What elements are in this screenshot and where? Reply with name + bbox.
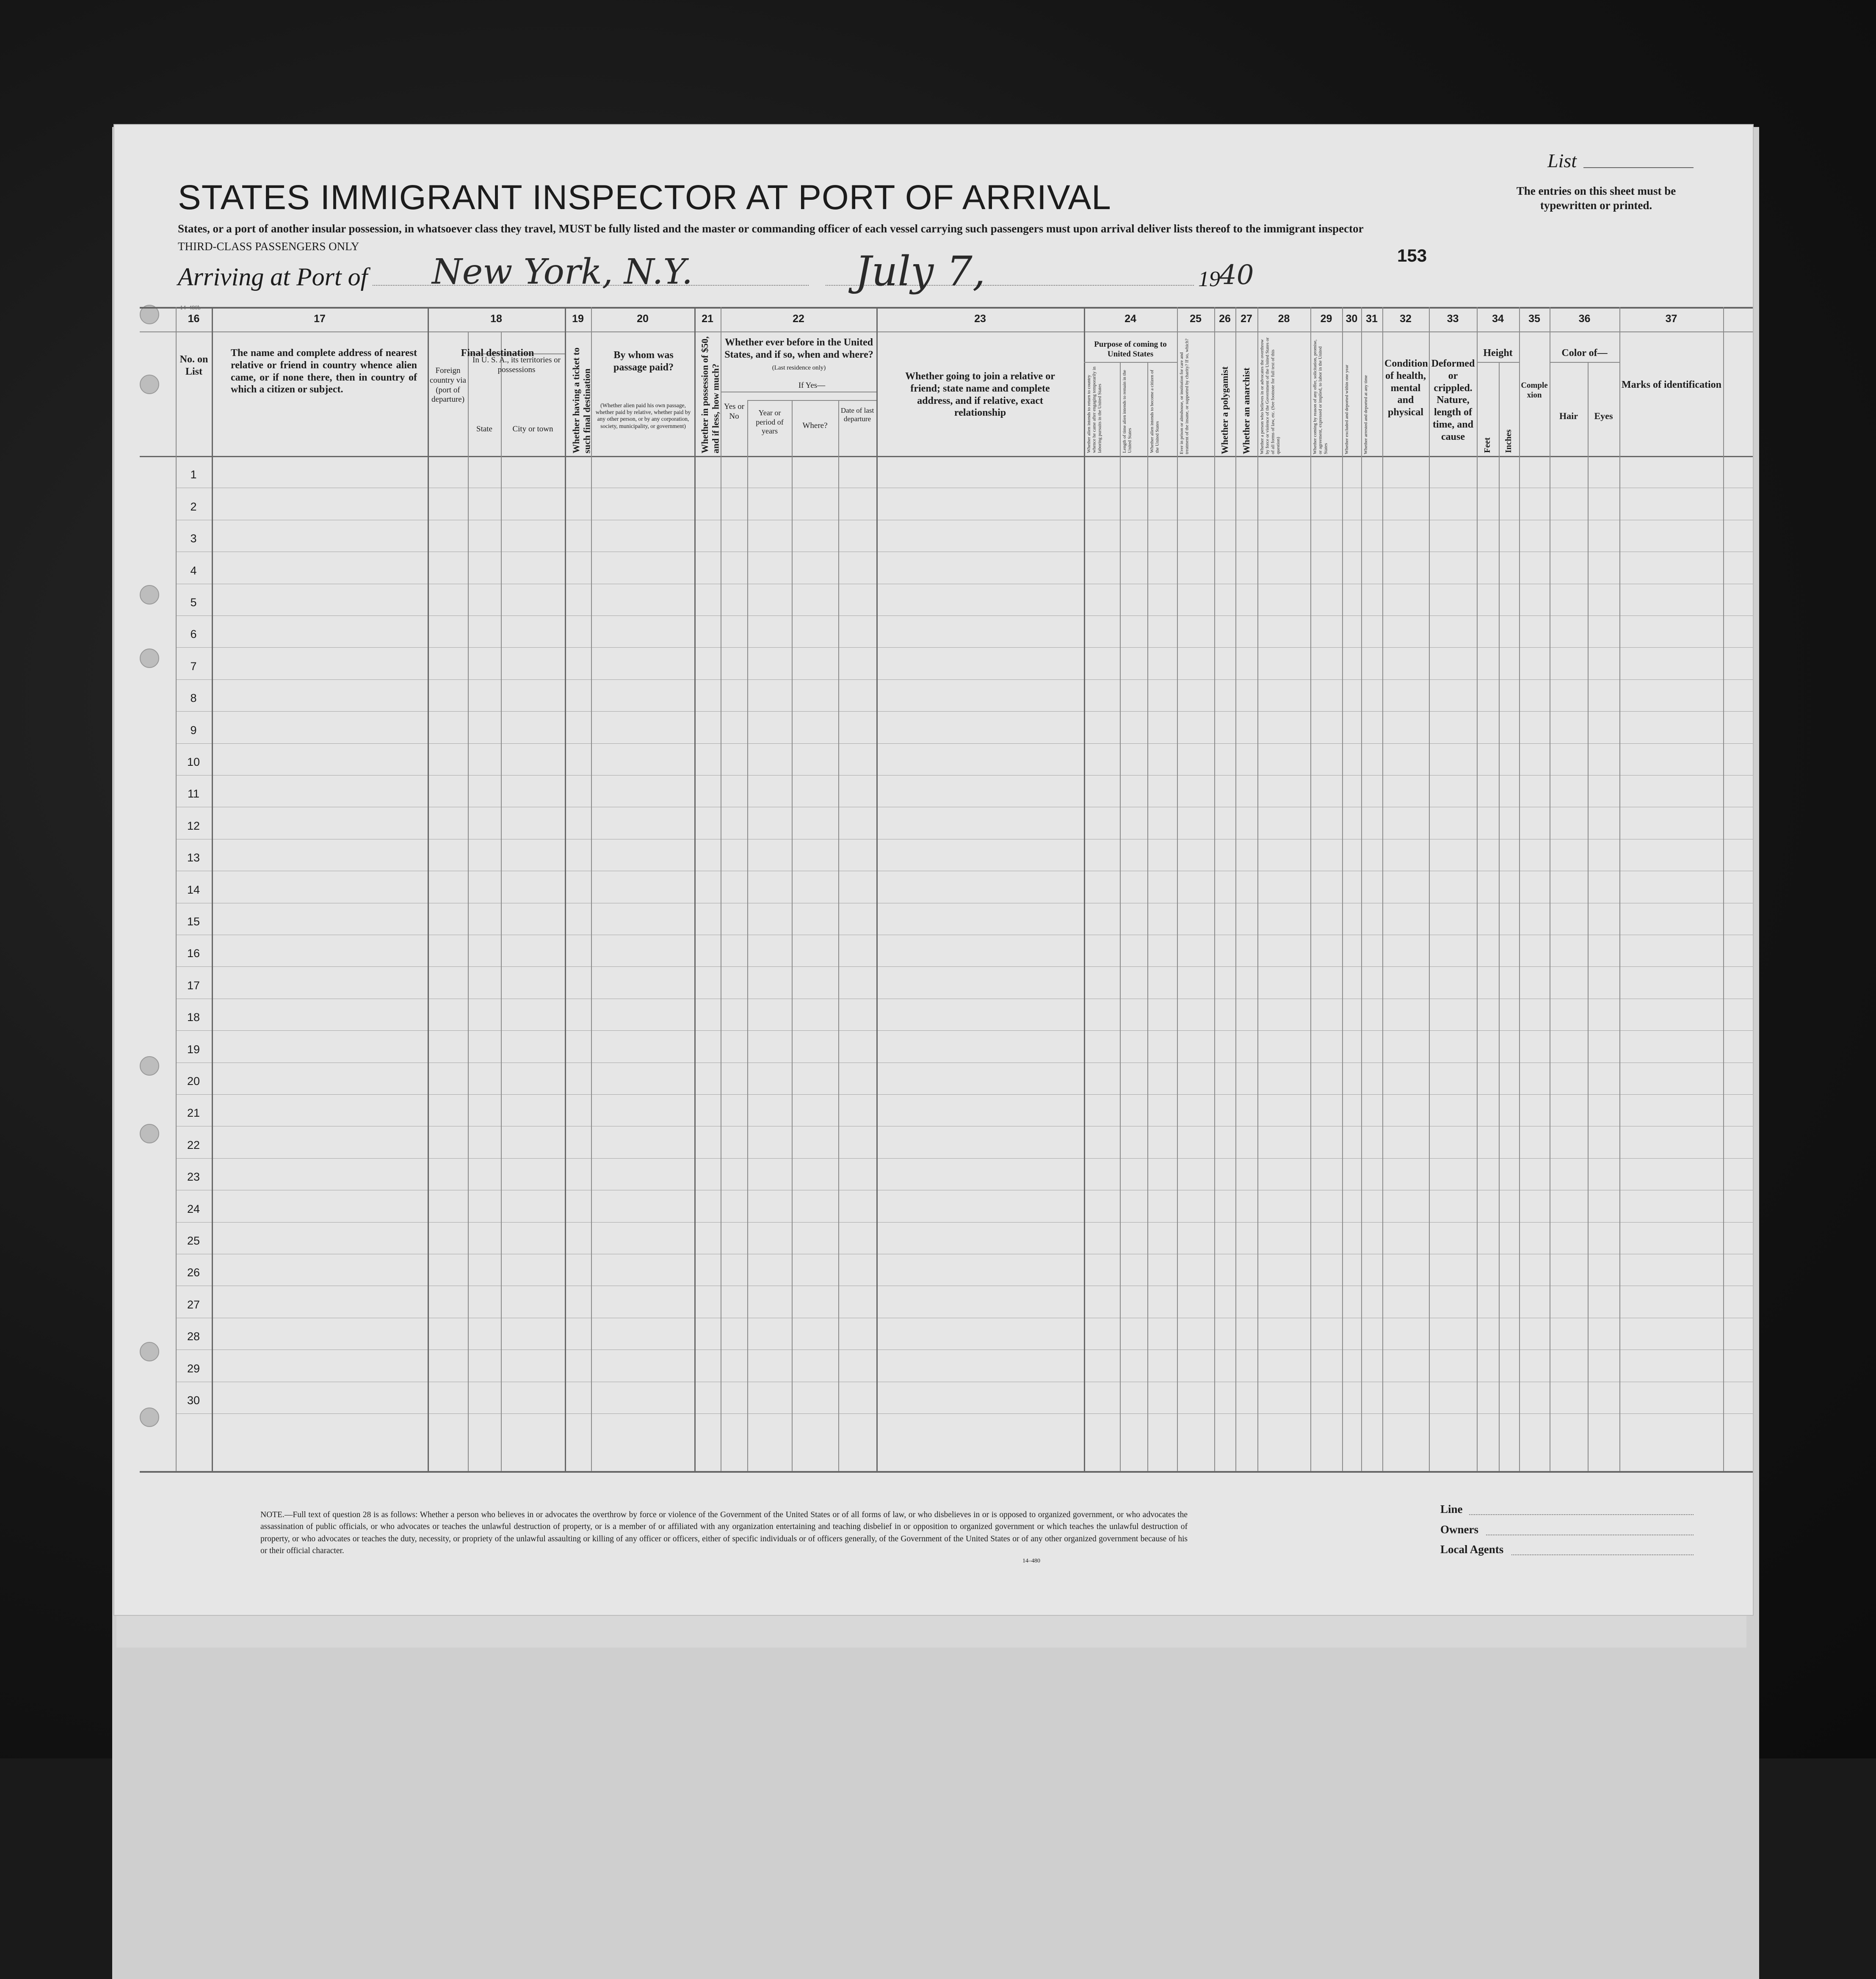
- header-purpose: Purpose of coming to United States: [1094, 340, 1167, 359]
- col-divider: [1235, 307, 1236, 1471]
- col-divider: [1382, 307, 1383, 1471]
- col-divider: [1310, 307, 1311, 1471]
- row-number: 7: [190, 660, 197, 673]
- col-divider: [1120, 362, 1121, 1471]
- col-divider: [1214, 307, 1215, 1471]
- col-number: 16: [188, 313, 200, 325]
- page-number: 153: [1397, 246, 1427, 265]
- table-row: [176, 679, 1753, 680]
- table-row: [176, 1222, 1753, 1223]
- row-number: 17: [187, 979, 200, 992]
- header-foreign-country: Foreign country via (port of departure): [429, 366, 466, 404]
- date-handwritten: July 7,: [855, 248, 986, 295]
- row-number: 3: [190, 532, 197, 545]
- header-purpose-length: Length of time alien intends to remain in the United States: [1122, 370, 1133, 453]
- col-divider: [1519, 307, 1520, 1471]
- year-handwritten: 40: [1219, 259, 1254, 291]
- row-number: 28: [187, 1330, 200, 1343]
- header-final-destination: Final destination: [461, 348, 534, 359]
- sub-rule: [1550, 362, 1619, 363]
- col-number: 26: [1219, 313, 1231, 325]
- header-purpose-return: Whether alien intends to return to country whence he came after engaging temporarily in laboring pursuits in the United States: [1086, 366, 1102, 453]
- col-number: 35: [1528, 313, 1540, 325]
- arriving-label: Arriving at Port of: [178, 263, 368, 291]
- header-state: State: [476, 425, 492, 433]
- row-number: 10: [187, 756, 200, 768]
- row-number: 15: [187, 915, 200, 928]
- footnote-q28: NOTE.—Full text of question 28 is as follows: Whether a person who believes in or advocates the overthrow by force or violence of the Government of the United States or of all forms of law, or who disbelieves in or is opposed to organized government, or who advocates the assassination of public officials, or who advocates or teaches the unlawful destruction of property, or is a member of or affiliated with any organization entertaining and teaching disbelief in or opposition to organized government or which teaches the unlawful destruction of property, or who advocates or teaches the duty, necessity, or propriety of the unlawful assaulting or killing of any officer or officers, either of specific individuals or of officers generally, of the Government of the United States or of any other organized government because of his or their official character.: [260, 1510, 1188, 1555]
- row-number: 30: [187, 1394, 200, 1407]
- col-divider: [1588, 362, 1589, 1471]
- col-number: 19: [572, 313, 584, 325]
- header-arrested: Whether arrested and deported at any time: [1363, 375, 1368, 454]
- row-number: 11: [187, 787, 200, 800]
- col-divider: [468, 331, 469, 1471]
- entries-note: The entries on this sheet must be typewritten or printed.: [1516, 185, 1676, 212]
- row-number: 25: [187, 1234, 200, 1247]
- header-city: City or town: [512, 425, 553, 433]
- col-number: 25: [1190, 313, 1202, 325]
- table-row: [176, 775, 1753, 776]
- col-divider: [838, 400, 839, 1471]
- col-divider: [1477, 307, 1478, 1471]
- header-deformed: Deformed or crippled. Nature, length of time, and cause: [1431, 358, 1475, 442]
- col-number: 22: [793, 313, 804, 325]
- col-number: 20: [637, 313, 649, 325]
- header-passage-paid: By whom was passage paid?: [613, 350, 674, 373]
- year-prefix: 19: [1198, 267, 1220, 291]
- row-number: 6: [190, 628, 197, 641]
- col-number: 34: [1492, 313, 1504, 325]
- col-divider: [565, 307, 566, 1471]
- col-divider: [428, 307, 429, 1471]
- col-divider: [1429, 307, 1430, 1471]
- column-number-rule: [140, 331, 1753, 332]
- header-anarchist: Whether an anarchist: [1241, 367, 1252, 454]
- table-row: [176, 966, 1753, 967]
- header-q28: Whether a person who believes in or advocates the overthrow by force or violence of the Government of the United States or of all forms of law, etc. (See footnote for full text of this question): [1260, 337, 1281, 454]
- row-number: 2: [190, 500, 197, 513]
- col-number: 33: [1447, 313, 1459, 325]
- header-relative-address: The name and complete address of nearest relative or friend in country whence alien came, or if none there, then in country of which a citizen or subject.: [231, 348, 417, 395]
- header-join-relative: Whether going to join a relative or friend; state name and complete address, and if relative, exact relationship: [905, 371, 1055, 419]
- col-number: 32: [1400, 313, 1412, 325]
- header-where: Where?: [802, 421, 828, 430]
- row-number: 16: [187, 947, 200, 960]
- header-bottom-rule: [140, 456, 1753, 457]
- header-complexion: Complexion: [1521, 381, 1548, 400]
- col-number: 21: [702, 313, 713, 325]
- local-agents-field: [1511, 1554, 1694, 1555]
- row-number: 21: [187, 1107, 200, 1120]
- col-divider: [1499, 362, 1500, 1471]
- header-before-in-us: Whether ever before in the United States, and if so, when and where?: [724, 337, 873, 360]
- header-before-in-us-sub: (Last residence only): [772, 364, 826, 371]
- list-label: List: [1547, 150, 1577, 171]
- row-number: 22: [187, 1138, 200, 1151]
- header-excluded: Whether excluded and deported within one year: [1344, 364, 1349, 454]
- table-row: [176, 1158, 1753, 1159]
- col-divider: [501, 331, 502, 1471]
- sub-rule: [1477, 362, 1519, 363]
- table-row: [176, 1094, 1753, 1095]
- row-number: 1: [190, 468, 197, 481]
- manifest-table: [140, 307, 1753, 1484]
- sub-rule: [1084, 362, 1177, 363]
- col-divider: [212, 307, 213, 1471]
- class-line: THIRD-CLASS PASSENGERS ONLY: [178, 240, 359, 253]
- sub-rule: [747, 400, 876, 401]
- table-row: [176, 711, 1753, 712]
- header-date-departure: Date of last departure: [840, 406, 874, 423]
- header-marks: Marks of identification: [1622, 379, 1721, 390]
- col-number: 17: [314, 313, 326, 325]
- row-number: 19: [187, 1043, 200, 1056]
- row-number: 9: [190, 723, 197, 737]
- header-inches: Inches: [1504, 429, 1513, 453]
- col-number: 31: [1366, 313, 1378, 325]
- owners-label: Owners: [1440, 1523, 1478, 1536]
- form-number-top: 14–480b: [180, 305, 201, 311]
- line-label: Line: [1440, 1503, 1463, 1515]
- col-divider: [1342, 307, 1343, 1471]
- col-divider: [591, 307, 592, 1471]
- port-handwritten: New York, N.Y.: [432, 252, 693, 292]
- header-ticket: Whether having a ticket to such final destination: [571, 347, 592, 453]
- row-number: 14: [187, 883, 200, 896]
- col-divider: [876, 307, 878, 1471]
- row-number: 20: [187, 1075, 200, 1087]
- page-title: STATES IMMIGRANT INSPECTOR AT PORT OF ARRIVAL: [178, 178, 1111, 217]
- col-number: 30: [1346, 313, 1358, 325]
- col-divider: [1147, 362, 1148, 1471]
- col-divider: [1084, 307, 1085, 1471]
- col-divider: [1257, 307, 1258, 1471]
- col-number: 36: [1578, 313, 1591, 325]
- header-fifty-dollars: Whether in possession of $50, and if less, how much?: [699, 336, 721, 453]
- col-divider: [1723, 307, 1724, 1471]
- row-number: 8: [190, 692, 197, 705]
- header-prison: Ever in prison or almshouse, or institution for care and treatment of the insane, or supported by charity? If so, which?: [1179, 338, 1190, 454]
- header-color: Color of—: [1561, 348, 1608, 359]
- col-number: 28: [1278, 313, 1290, 325]
- header-eyes: Eyes: [1594, 411, 1613, 421]
- col-number: 24: [1124, 313, 1136, 325]
- row-number: 24: [187, 1202, 200, 1215]
- row-number: 12: [187, 819, 200, 832]
- table-top-rule: [140, 307, 1753, 309]
- col-divider: [694, 307, 696, 1471]
- col-divider: [176, 307, 177, 1471]
- col-divider: [1177, 307, 1178, 1471]
- line-field: [1469, 1514, 1694, 1515]
- col-number: 27: [1241, 313, 1252, 325]
- row-number: 29: [187, 1362, 200, 1375]
- row-number: 23: [187, 1170, 200, 1184]
- header-health: Condition of health, mental and physical: [1384, 358, 1428, 418]
- header-polygamist: Whether a polygamist: [1219, 366, 1230, 454]
- col-number: 18: [490, 313, 502, 325]
- header-in-usa: In U. S. A., its territories or possessions: [472, 356, 561, 374]
- table-row: [176, 743, 1753, 744]
- table-bottom-rule: [140, 1471, 1753, 1473]
- header-labor-offer: Whether coming by reason of any offer, solicitation, promise, or agreement, expressed or implied, to labor in the United States: [1312, 339, 1329, 454]
- header-hair: Hair: [1559, 411, 1578, 421]
- header-if-yes: If Yes—: [798, 381, 826, 390]
- row-number: 13: [187, 851, 200, 864]
- col-number: 29: [1320, 313, 1332, 325]
- manifest-sheet: [114, 125, 1753, 1615]
- header-height: Height: [1483, 348, 1513, 359]
- row-number: 5: [190, 596, 197, 609]
- header-passage-paid-sub: (Whether alien paid his own passage, whether paid by relative, whether paid by any other person, or by any corporation, society, municipality, or government): [595, 402, 691, 429]
- col-divider: [792, 400, 793, 1471]
- header-feet: Feet: [1483, 437, 1492, 453]
- row-number: 27: [187, 1298, 200, 1311]
- row-number: 4: [190, 564, 197, 577]
- header-yes-no: Yes or No: [724, 402, 745, 421]
- header-no-on-list: No. on List: [180, 354, 208, 377]
- col-divider: [1619, 307, 1620, 1471]
- form-number-bottom: 14–480: [1022, 1558, 1040, 1564]
- col-number: 23: [974, 313, 986, 325]
- table-row: [176, 1030, 1753, 1031]
- row-number: 26: [187, 1266, 200, 1279]
- row-number: 18: [187, 1011, 200, 1024]
- table-row: [176, 647, 1753, 648]
- table-row: [176, 1413, 1753, 1414]
- col-divider: [747, 400, 748, 1471]
- col-divider: [1361, 307, 1362, 1471]
- header-purpose-citizen: Whether alien intends to become a citizen of the United States: [1149, 370, 1160, 453]
- local-agents-label: Local Agents: [1440, 1543, 1504, 1556]
- page-subtitle: States, or a port of another insular possession, in whatsoever class they travel, MUST be fully listed and the master or commanding officer of each vessel carrying such passengers must upon arrival deliver lists thereof to the immigrant inspector: [178, 222, 1364, 235]
- header-year-period: Year or period of years: [756, 408, 784, 436]
- list-number-line: [1583, 167, 1694, 168]
- col-number: 37: [1665, 313, 1677, 325]
